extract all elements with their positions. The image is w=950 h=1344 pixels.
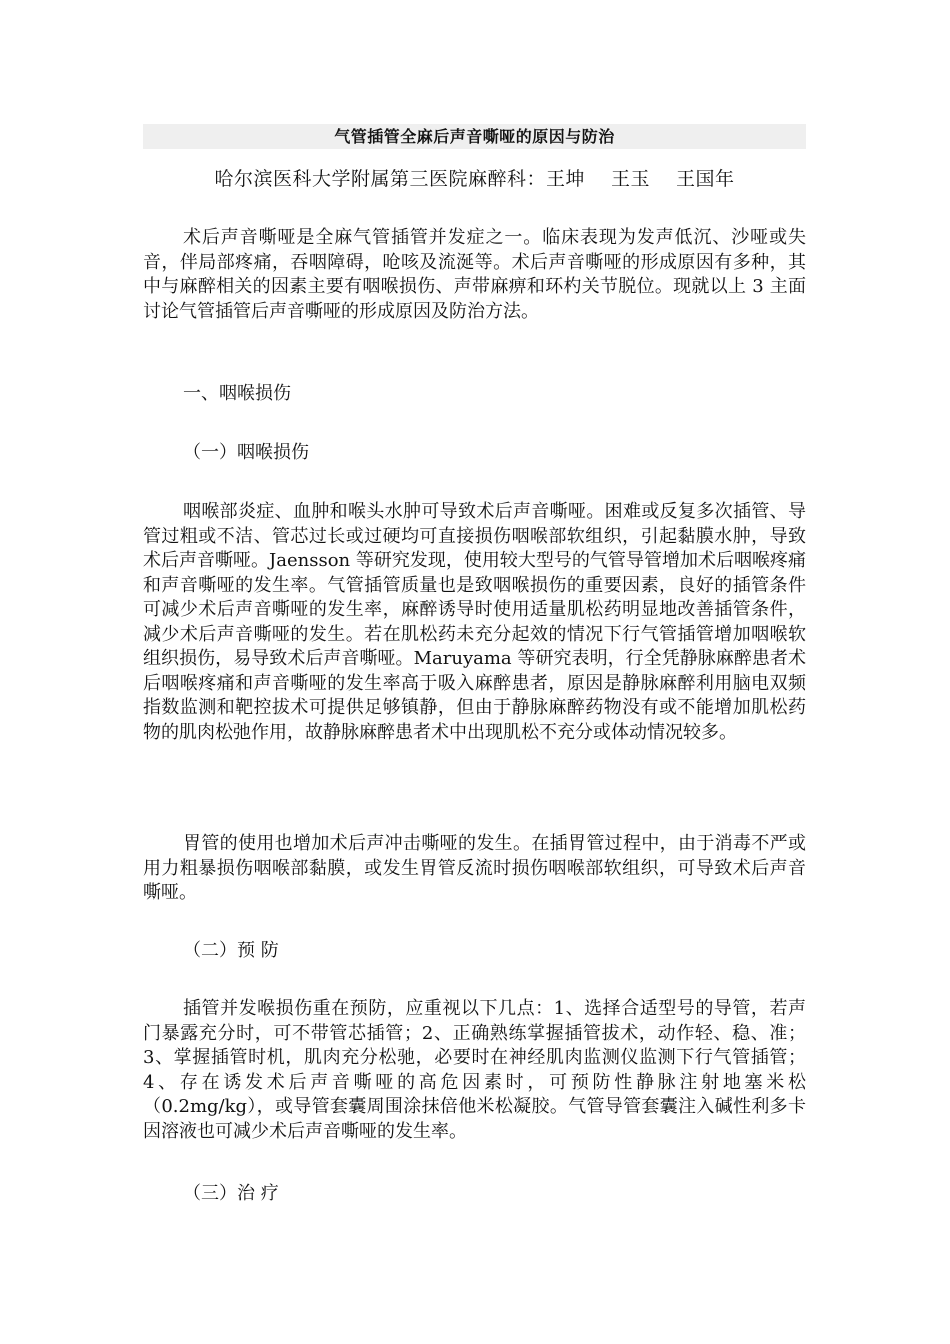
intro-paragraph: 术后声音嘶哑是全麻气管插管并发症之一。临床表现为发声低沉、沙哑或失音，伴局部疼痛，吞咽障碍，呛咳及流涎等。术后声音嘶哑的形成原因有多种，其中与麻醉相关的因素主要有咽喉损伤、声带麻痹和环杓关节脱位。现就以上 3 主面讨论气管插管后声音嘶哑的形成原因及防治方法。 (143, 227, 806, 322)
subsection-heading-treatment: （三）治 疗 (183, 1183, 279, 1204)
gastric-tube-paragraph: 胃管的使用也增加术后声冲击嘶哑的发生。在插胃管过程中，由于消毒不严或用力粗暴损伤咽喉部黏膜，或发生胃管反流时损伤咽喉部软组织，可导致术后声音嘶哑。 (143, 833, 806, 903)
prevention-paragraph: 插管并发喉损伤重在预防，应重视以下几点：1、选择合适型号的导管，若声门暴露充分时，可不带管芯插管；2、正确熟练掌握插管拔术，动作轻、稳、准；3、掌握插管时机，肌肉充分松驰，必要时在神经肌肉监测仪监测下行气管插管；4、存在诱发术后声音嘶哑的高危因素时，可预防性静脉注射地塞米松（0.2mg/kg），或导管套囊周围涂抹倍他米松凝胶。气管导管套囊注入碱性利多卡因溶液也可减少术后声音嘶哑的发生率。 (143, 998, 806, 1142)
section-heading-pharyngeal-injury: 一、咽喉损伤 (183, 383, 291, 404)
subsection-heading-prevention: （二）预 防 (183, 940, 279, 961)
author-affiliation: 哈尔滨医科大学附属第三医院麻醉科：王坤 王玉 王国年 (214, 168, 735, 190)
document-title: 气管插管全麻后声音嘶哑的原因与防治 (143, 124, 806, 149)
injury-paragraph: 咽喉部炎症、血肿和喉头水肿可导致术后声音嘶哑。困难或反复多次插管、导管过粗或不洁、管芯过长或过硬均可直接损伤咽喉部软组织，引起黏膜水肿，导致术后声音嘶哑。Jaensson 等研究发现，使用较大型号的气管导管增加术后咽喉疼痛和声音嘶哑的发生率。气管插管质量也是致咽喉损伤的重要因素，良好的插管条件可减少术后声音嘶哑的发生率，麻醉诱导时使用适量肌松药明显地改善插管条件，减少术后声音嘶哑的发生。若在肌松药未充分起效的情况下行气管插管增加咽喉软组织损伤，易导致术后声音嘶哑。Maruyama 等研究表明，行全凭静脉麻醉患者术后咽喉疼痛和声音嘶哑的发生率高于吸入麻醉患者，原因是静脉麻醉利用脑电双频指数监测和靶控拔术可提供足够镇静，但由于静脉麻醉药物没有或不能增加肌松药物的肌肉松弛作用，故静脉麻醉患者术中出现肌松不充分或体动情况较多。 (143, 501, 806, 743)
subsection-heading-injury: （一）咽喉损伤 (183, 442, 309, 463)
